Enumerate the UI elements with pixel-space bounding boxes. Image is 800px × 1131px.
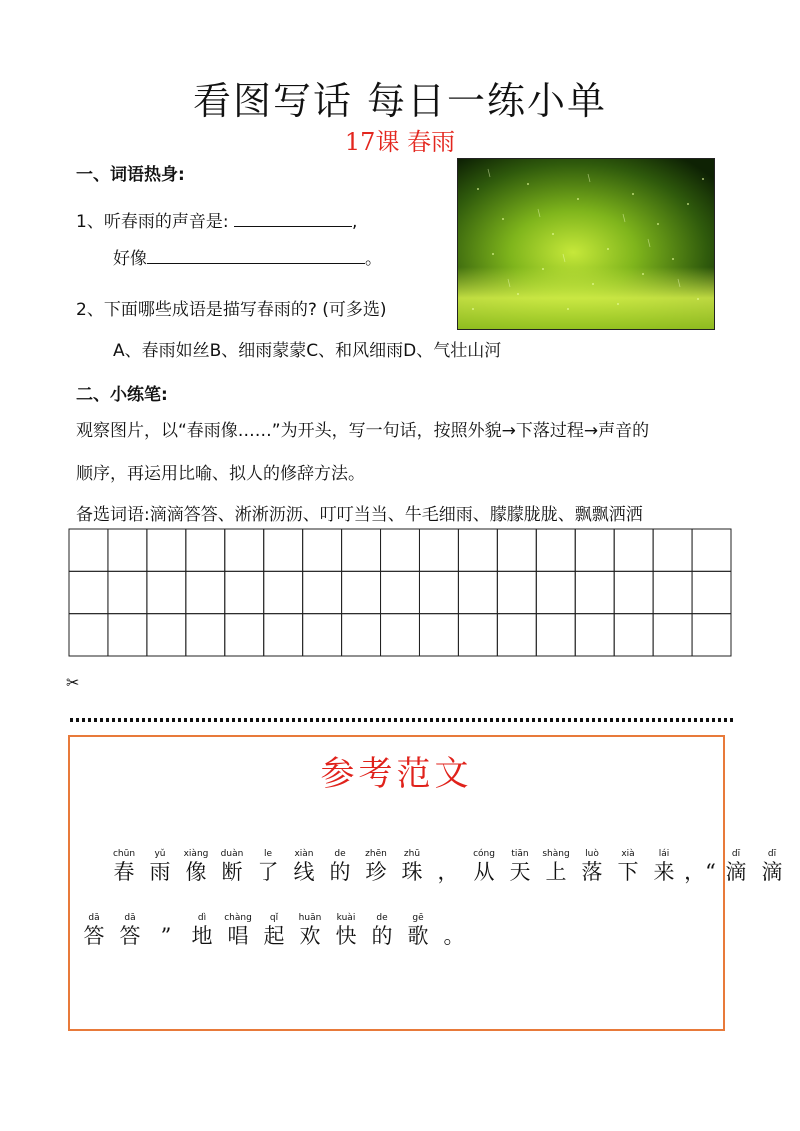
page-title: 看图写话 每日一练小单 xyxy=(192,79,608,123)
section2-heading: 二、小练笔: xyxy=(76,385,168,405)
grid-cell[interactable] xyxy=(497,571,536,613)
grid-cell[interactable] xyxy=(264,614,303,656)
q1-line2-prefix: 好像 xyxy=(113,249,147,269)
grid-cell[interactable] xyxy=(108,571,147,613)
pinyin: yǔ xyxy=(154,849,166,859)
q1-blank-2[interactable] xyxy=(147,247,365,264)
grid-cell[interactable] xyxy=(225,529,264,571)
pinyin: huān xyxy=(298,913,322,923)
grid-cell[interactable] xyxy=(497,614,536,656)
pinyin: dā xyxy=(124,913,136,923)
grid-cell[interactable] xyxy=(264,529,303,571)
grid-cell[interactable] xyxy=(303,529,342,571)
ruby-char xyxy=(250,848,286,884)
grid-cell[interactable] xyxy=(575,529,614,571)
grid-cell[interactable] xyxy=(653,571,692,613)
q1-line2-end: 。 xyxy=(365,249,382,269)
grid-cell[interactable] xyxy=(614,571,653,613)
grid-cell[interactable] xyxy=(147,571,186,613)
grid-cell[interactable] xyxy=(692,614,731,656)
grid-cell[interactable] xyxy=(419,529,458,571)
grid-cell[interactable] xyxy=(381,614,420,656)
reference-line-1 xyxy=(106,848,790,884)
grid-cell[interactable] xyxy=(225,571,264,613)
ruby-char xyxy=(646,848,682,884)
ruby-char xyxy=(574,848,610,884)
question-1 xyxy=(76,207,357,232)
hanzi: 珍 xyxy=(365,860,387,884)
instruction-line-2: 顺序，再运用比喻、拟人的修辞方法。 xyxy=(76,464,365,484)
hanzi: 从 xyxy=(473,860,495,884)
spring-rain-photo xyxy=(457,158,715,330)
grid-cell[interactable] xyxy=(303,571,342,613)
grid-cell[interactable] xyxy=(692,571,731,613)
grid-cell[interactable] xyxy=(186,571,225,613)
grid-cell[interactable] xyxy=(264,571,303,613)
pinyin: xià xyxy=(621,849,635,859)
ruby-char xyxy=(358,848,394,884)
grid-cell[interactable] xyxy=(614,614,653,656)
pinyin: de xyxy=(376,913,388,923)
hanzi: 下 xyxy=(617,860,639,884)
question-1-line2 xyxy=(113,244,382,269)
section1-heading: 一、词语热身: xyxy=(76,165,185,185)
ruby-char xyxy=(538,848,574,884)
hanzi: ” xyxy=(160,924,172,948)
hanzi: 落 xyxy=(581,860,603,884)
grid-cell[interactable] xyxy=(342,614,381,656)
ruby-char xyxy=(106,848,142,884)
hanzi: 雨 xyxy=(149,860,171,884)
hanzi: ，“ xyxy=(684,860,716,884)
grid-cell[interactable] xyxy=(69,571,108,613)
ruby-char xyxy=(436,912,472,948)
grid-cell[interactable] xyxy=(419,614,458,656)
pinyin: le xyxy=(263,849,273,859)
hanzi: 快 xyxy=(335,924,357,948)
grid-cell[interactable] xyxy=(186,614,225,656)
grid-cell[interactable] xyxy=(419,571,458,613)
hanzi: 珠 xyxy=(401,860,423,884)
grid-cell[interactable] xyxy=(186,529,225,571)
hanzi: 欢 xyxy=(299,924,321,948)
pinyin: shàng xyxy=(542,849,570,859)
ruby-char xyxy=(148,912,184,948)
ruby-char xyxy=(682,848,718,884)
pinyin: gē xyxy=(412,913,424,923)
pinyin: xiàn xyxy=(294,849,314,859)
ruby-char xyxy=(610,848,646,884)
pinyin: dī xyxy=(767,849,777,859)
ruby-char xyxy=(718,848,754,884)
grid-cell[interactable] xyxy=(108,614,147,656)
grid-cell[interactable] xyxy=(692,529,731,571)
pinyin: kuài xyxy=(336,913,356,923)
ruby-char xyxy=(214,848,250,884)
hanzi: 起 xyxy=(263,924,285,948)
grid-cell[interactable] xyxy=(614,529,653,571)
hanzi: 。 xyxy=(443,924,465,948)
grid-cell[interactable] xyxy=(69,529,108,571)
reference-line-2 xyxy=(76,912,472,948)
q1-comma: , xyxy=(351,212,358,232)
word-bank: 备选词语:滴滴答答、淅淅沥沥、叮叮当当、牛毛细雨、朦朦胧胧、飘飘洒洒 xyxy=(76,505,643,525)
grid-cell[interactable] xyxy=(342,571,381,613)
hanzi: 的 xyxy=(329,860,351,884)
grid-cell[interactable] xyxy=(653,614,692,656)
grid-cell[interactable] xyxy=(108,529,147,571)
grid-cell[interactable] xyxy=(147,529,186,571)
instruction-line-1: 观察图片，以“春雨像……”为开头，写一句话，按照外貌→下落过程→声音的 xyxy=(76,421,650,441)
ruby-char xyxy=(184,912,220,948)
hanzi: 答 xyxy=(119,924,141,948)
grid-cell[interactable] xyxy=(575,571,614,613)
lesson-subtitle: 17课 春雨 xyxy=(344,128,456,156)
question-2-options: A、春雨如丝B、细雨蒙蒙C、和风细雨D、气壮山河 xyxy=(113,341,502,361)
ruby-char xyxy=(754,848,790,884)
q1-blank-1[interactable] xyxy=(234,210,352,227)
ruby-char xyxy=(328,912,364,948)
pinyin: zhū xyxy=(403,849,421,859)
ruby-char xyxy=(76,912,112,948)
ruby-char xyxy=(322,848,358,884)
grid-cell[interactable] xyxy=(342,529,381,571)
grid-cell[interactable] xyxy=(497,529,536,571)
hanzi: 的 xyxy=(371,924,393,948)
hanzi: 线 xyxy=(293,860,315,884)
grid-cell[interactable] xyxy=(381,529,420,571)
pinyin: qǐ xyxy=(269,913,279,923)
ruby-char xyxy=(364,912,400,948)
grid-cell[interactable] xyxy=(536,529,575,571)
ruby-char xyxy=(292,912,328,948)
pinyin: xiàng xyxy=(183,849,209,859)
hanzi: 答 xyxy=(83,924,105,948)
hanzi: 断 xyxy=(221,860,243,884)
pinyin: dì xyxy=(197,913,207,923)
grid-cell[interactable] xyxy=(69,614,108,656)
pinyin: de xyxy=(334,849,346,859)
reference-title: 参考范文 xyxy=(320,754,473,794)
pinyin: dī xyxy=(731,849,741,859)
writing-grid[interactable] xyxy=(68,528,732,657)
grid-cell[interactable] xyxy=(458,571,497,613)
q1-prefix: 1、听春雨的声音是: xyxy=(76,212,229,232)
ruby-char xyxy=(286,848,322,884)
pinyin: cóng xyxy=(473,849,495,859)
grid-cell[interactable] xyxy=(225,614,264,656)
grid-cell[interactable] xyxy=(458,529,497,571)
hanzi: 了 xyxy=(257,860,279,884)
ruby-char xyxy=(430,848,466,884)
cut-line-divider xyxy=(68,708,738,714)
hanzi: 来 xyxy=(653,860,675,884)
hanzi: ， xyxy=(437,860,459,884)
pinyin: luò xyxy=(585,849,599,859)
pinyin: tiān xyxy=(511,849,529,859)
grid-cell[interactable] xyxy=(536,614,575,656)
ruby-char xyxy=(178,848,214,884)
hanzi: 滴 xyxy=(761,860,783,884)
ruby-char xyxy=(112,912,148,948)
ruby-char xyxy=(220,912,256,948)
grid-cell[interactable] xyxy=(303,614,342,656)
hanzi: 上 xyxy=(545,860,567,884)
hanzi: 唱 xyxy=(227,924,249,948)
pinyin: chàng xyxy=(224,913,252,923)
grid-cell[interactable] xyxy=(536,571,575,613)
pinyin: dā xyxy=(88,913,100,923)
hanzi: 像 xyxy=(185,860,207,884)
ruby-char xyxy=(466,848,502,884)
grid-cell[interactable] xyxy=(147,614,186,656)
grid-cell[interactable] xyxy=(381,571,420,613)
question-2: 2、下面哪些成语是描写春雨的? (可多选) xyxy=(76,300,387,320)
pinyin: lái xyxy=(658,849,670,859)
hanzi: 滴 xyxy=(725,860,747,884)
ruby-char xyxy=(142,848,178,884)
hanzi: 地 xyxy=(191,924,213,948)
scissors-icon: ✂ xyxy=(66,673,80,692)
pinyin: duàn xyxy=(220,849,244,859)
ruby-char xyxy=(394,848,430,884)
pinyin: zhēn xyxy=(365,849,387,859)
hanzi: 春 xyxy=(113,860,135,884)
grid-cell[interactable] xyxy=(653,529,692,571)
ruby-char xyxy=(400,912,436,948)
grid-cell[interactable] xyxy=(575,614,614,656)
hanzi: 天 xyxy=(509,860,531,884)
ruby-char xyxy=(502,848,538,884)
hanzi: 歌 xyxy=(407,924,429,948)
ruby-char xyxy=(256,912,292,948)
pinyin: chūn xyxy=(112,849,136,859)
grid-cell[interactable] xyxy=(458,614,497,656)
